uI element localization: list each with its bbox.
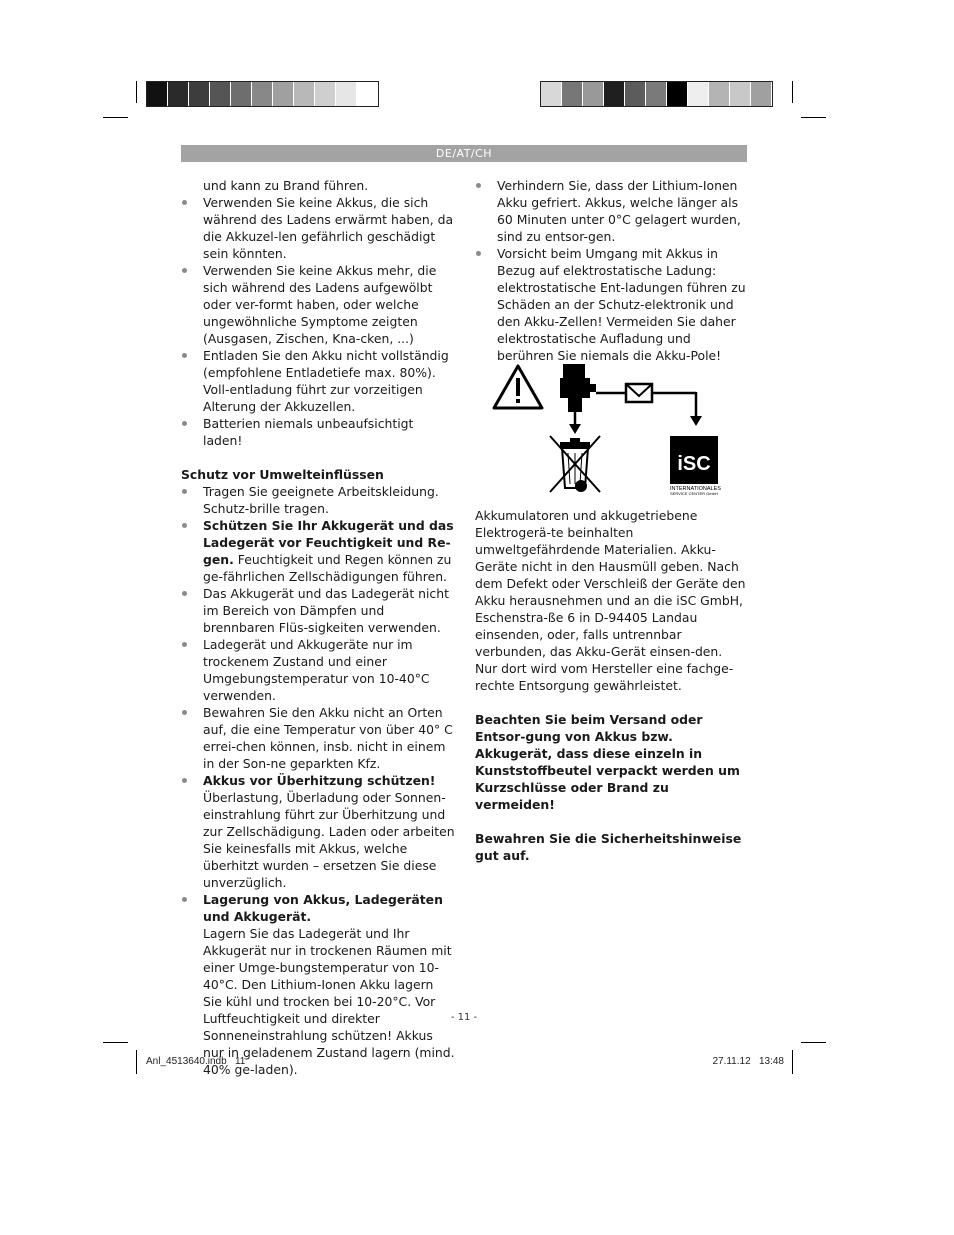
crop-mark [136,81,137,103]
intro-continuation: und kann zu Brand führen. [203,178,369,193]
color-swatch [168,82,189,106]
isc-logo-text: iSC [677,453,711,475]
color-swatch [336,82,357,106]
shipping-notice: Beachten Sie beim Versand oder Entsor-gung von Akkus bzw. Akkugerät, dass diese einzeln in Kunststoffbeutel verpackt werden um Kurzschlüsse oder Brand zu vermeiden! [475,712,740,812]
color-swatch [231,82,252,106]
color-swatch [604,82,625,106]
print-file-info: Anl_4513640.indb 11 [146,1056,246,1067]
list-item: Das Akkugerät und das Ladegerät nicht im Bereich von Dämpfen und brennbaren Flüs-sigkeiten verwenden. [181,585,456,636]
color-swatch [667,82,688,106]
crop-mark [136,1050,137,1074]
battery-tool-icon [560,364,596,412]
list-item: Verhindern Sie, dass der Lithium-Ionen Akku gefriert. Akkus, welche länger als 60 Minuten unter 0°C gelagert wurden, sind zu entsor-gen. [475,177,748,245]
color-swatch [688,82,709,106]
color-swatch [315,82,336,106]
list-item: Ladegerät und Akkugeräte nur im trockenem Zustand und einer Umgebungstemperatur von 10-40°C verwenden. [181,636,456,704]
color-swatch [541,82,562,106]
bullet-list-right [475,177,748,364]
right-column [475,177,748,364]
list-item-text: Lagern Sie das Ladegerät und Ihr Akkugerät nur in trockenen Räumen mit einer Umge-bungstemperatur von 10-40°C. Den Lithium-Ionen Akku lagern Sie kühl und trocken bei 10-20°C. Vor Luftfeuchtigkeit und direkter Sonneneinstrahlung schützen! Akkus nur in geladenem Zustand lagern (mind. 40% ge-laden). [203,926,455,1077]
envelope-icon [626,384,652,402]
color-swatch [273,82,294,106]
color-swatches-left [146,81,379,107]
disposal-paragraph: Akkumulatoren und akkugetriebene Elektrogerä-te beinhalten umweltgefährdende Materialien. Akku- Geräte nicht in den Hausmüll geben. Nach dem Defekt oder Verschleiß der Geräte den Akku herausnehmen und an die iSC GmbH, Eschenstra-ße 6 in D-94405 Landau einsenden, oder, falls untrennbar verbunden, das Akku-Gerät einsen-den. Nur dort wird vom Hersteller eine fachge-rechte Entsorgung gewährleistet. [475,508,746,693]
color-swatch [189,82,210,106]
section-heading: Schutz vor Umwelteinflüssen [181,467,384,482]
color-swatch [730,82,751,106]
list-item: Batterien niemals unbeaufsichtigt laden! [181,415,456,449]
list-item-bold: Lagerung von Akkus, Ladegeräten und Akkugerät. [203,892,443,924]
isc-logo-subtext: INTERNATIONALES [670,486,721,492]
crop-mark [103,117,128,118]
color-swatch [210,82,231,106]
crossed-out-bin-icon [550,436,600,492]
list-item: Bewahren Sie den Akku nicht an Orten auf, die eine Temperatur von über 40° C errei-chen können, insb. nicht in einem in der Son-ne geparkten Kfz. [181,704,456,772]
color-swatch [583,82,604,106]
color-swatch [252,82,273,106]
list-item: Entladen Sie den Akku nicht vollständig (empfohlene Entladetiefe max. 80%). Voll-entladung führt zur vorzeitigen Alterung der Akkuzellen. [181,347,456,415]
isc-logo [670,436,721,496]
list-item-text: Feuchtigkeit und Regen können zu ge-fährlichen Zellschädigungen führen. [203,552,452,584]
color-swatch [147,82,168,106]
list-item: Vorsicht beim Umgang mit Akkus in Bezug auf elektrostatische Ladung: elektrostatische Ent-ladungen führen zu Schäden an der Schutz-elektronik und den Akku-Zellen! Vermeiden Sie daher elektrostatische Aufladung und berühren Sie niemals die Akku-Pole! [475,245,748,364]
list-item: Verwenden Sie keine Akkus mehr, die sich während des Ladens aufgewölbt oder ver-formt haben, oder welche ungewöhnliche Symptome zeigten (Ausgasen, Zischen, Kna-cken, ...) [181,262,456,347]
crop-mark [103,1042,128,1043]
list-item [181,772,456,891]
crop-mark [792,1050,793,1074]
color-swatch [646,82,667,106]
keep-instructions-notice: Bewahren Sie die Sicherheitshinweise gut auf. [475,831,742,863]
list-item: Tragen Sie geeignete Arbeitskleidung. Schutz-brille tragen. [181,483,456,517]
isc-logo-subtext: SERVICE CENTER GmbH [670,491,718,496]
list-item [181,891,456,1078]
color-swatches-right [540,81,773,107]
list-item [181,517,456,585]
color-swatch [625,82,646,106]
color-swatch [751,82,772,106]
page-number: - 11 - [450,1012,478,1023]
warning-triangle-icon [494,366,542,408]
region-header-bar: DE/AT/CH [181,145,747,162]
list-item-bold: Schützen Sie Ihr Akkugerät und das Ladegerät vor Feuchtigkeit und Re-gen. [203,518,454,567]
bullet-list-b [181,483,456,1078]
color-swatch [709,82,730,106]
left-column [181,177,456,1078]
list-item-text: Überlastung, Überladung oder Sonnen-einstrahlung führt zur Überhitzung und zur Zellschädigung. Laden oder arbeiten Sie keinesfalls mit Akkus, welche überhitzt wurden – ersetzen Sie diese unverzüglich. [203,790,455,890]
right-column-lower [475,507,748,864]
bullet-list-a [181,194,456,449]
color-swatch [357,82,378,106]
list-item-bold: Akkus vor Überhitzung schützen! [203,773,436,788]
crop-mark [801,117,826,118]
print-datetime: 27.11.12 13:48 [712,1056,784,1067]
list-item: Verwenden Sie keine Akkus, die sich während des Ladens erwärmt haben, da die Akkuzel-len gefährlich geschädigt sein könnten. [181,194,456,262]
color-swatch [562,82,583,106]
color-swatch [294,82,315,106]
recycling-illustration [488,360,728,500]
crop-mark [801,1042,826,1043]
crop-mark [792,81,793,103]
